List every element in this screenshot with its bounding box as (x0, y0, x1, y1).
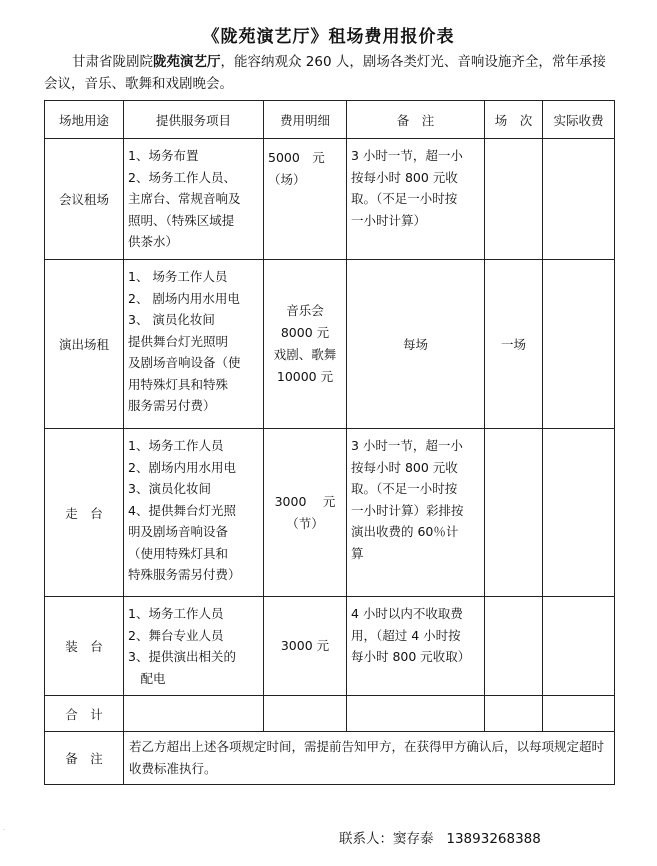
total-row (45, 696, 615, 732)
services-cell (124, 260, 264, 429)
page-mark: · (3, 827, 5, 834)
remark-cell (347, 597, 485, 696)
service-line: 特殊服务需另付费） (128, 567, 241, 582)
services-cell (124, 429, 264, 597)
actual-cell (543, 139, 615, 260)
intro-paragraph (44, 51, 614, 95)
fee-line: 10000 元 (276, 369, 334, 384)
fee-line: 音乐会 (286, 303, 324, 318)
service-line: 1、场务工作人员 (128, 606, 224, 621)
service-line: 服务需另付费） (128, 398, 216, 413)
service-line: 2、 剧场内用水用电 (128, 290, 240, 306)
sessions-cell: 一场 (485, 260, 543, 429)
actual-cell (543, 597, 615, 696)
service-line: 1、场务布置 (128, 148, 199, 163)
total-empty-cell (264, 696, 347, 732)
intro-text-1: 甘肃省陇剧院 (72, 54, 153, 70)
service-line: （使用特殊灯具和 (128, 545, 229, 561)
remark-cell: 每场 (347, 260, 485, 429)
sessions-cell (485, 597, 543, 696)
service-line: 3、演员化妆间 (128, 481, 211, 496)
table-header-row (45, 101, 615, 139)
service-line: 2、剧场内用水用电 (128, 459, 236, 475)
note-text: 若乙方超出上述各项规定时间，需提前告知甲方，在获得甲方确认后，以每项规定超时收费标准执行。 (124, 732, 615, 785)
fee-line: （场） (268, 172, 306, 187)
header-services: 提供服务项目 (124, 101, 264, 139)
remark-line: 取。（不足一小时按 (351, 191, 458, 206)
remark-line: 一小时计算） (351, 212, 427, 228)
remark-line: 算 (351, 545, 364, 561)
service-line: 3、提供演出相关的 (128, 649, 236, 664)
total-empty-cell (347, 696, 485, 732)
remark-cell (347, 139, 485, 260)
total-label: 合 计 (45, 696, 124, 732)
contact-person: 联系人：窦存泰 (339, 831, 434, 847)
remark-line: 3 小时一节，超一小 (351, 148, 463, 163)
service-line: 用特殊灯具和特殊 (128, 376, 229, 392)
sessions-cell (485, 139, 543, 260)
note-label: 备 注 (45, 732, 124, 785)
service-line: 配电 (128, 670, 166, 686)
remark-cell (347, 429, 485, 597)
document-title: 《陇苑演艺厅》租场费用报价表 (202, 27, 455, 47)
usage-cell: 走 台 (45, 429, 124, 597)
sessions-cell (485, 429, 543, 597)
service-line: 4、提供舞台灯光照 (128, 502, 236, 518)
total-empty-cell (485, 696, 543, 732)
table-row (45, 139, 615, 260)
service-line: 照明、（特殊区域提 (128, 212, 235, 228)
fee-table (44, 100, 615, 785)
contact-line (339, 827, 541, 847)
service-line: 2、场务工作人员、 (128, 169, 236, 185)
header-remark: 备 注 (347, 101, 485, 139)
actual-cell (543, 429, 615, 597)
remark-line: 演出收费的 60％计 (351, 524, 459, 539)
table-row (45, 429, 615, 597)
remark-line: 每小时 800 元收取） (351, 649, 471, 664)
usage-cell: 会议租场 (45, 139, 124, 260)
remark-line: 按每小时 800 元收 (351, 169, 458, 185)
remark-line: 一小时计算）彩排按 (351, 502, 464, 518)
contact-phone: 13893268388 (446, 831, 541, 847)
service-line: 2、舞台专业人员 (128, 627, 224, 643)
fee-cell (264, 597, 347, 696)
header-sessions: 场 次 (485, 101, 543, 139)
remark-line: 3 小时一节，超一小 (351, 438, 463, 453)
service-line: 及剧场音响设备（使 (128, 355, 241, 370)
fee-line: 8000 元 (280, 325, 330, 340)
table-row (45, 597, 615, 696)
fee-cell (264, 429, 347, 597)
fee-line: 3000 元 (280, 638, 330, 653)
actual-cell (543, 260, 615, 429)
usage-cell: 演出场租 (45, 260, 124, 429)
note-row (45, 732, 615, 785)
fee-cell (264, 139, 347, 260)
header-actual: 实际收费 (543, 101, 615, 139)
service-line: 主席台、常规音响及 (128, 191, 241, 206)
table-row (45, 260, 615, 429)
header-fee: 费用明细 (264, 101, 347, 139)
usage-cell: 装 台 (45, 597, 124, 696)
remark-line: 用，（超过 4 小时按 (351, 627, 461, 643)
services-cell (124, 597, 264, 696)
intro-text-2: ，能容纳观众 260 人，剧场各类灯光、音响设施齐全，常年承接会议，音乐、歌舞和戏剧晚会。 (44, 54, 606, 92)
service-line: 提供舞台灯光照明 (128, 333, 229, 349)
service-line: 1、 场务工作人员 (128, 269, 228, 284)
fee-line: 戏剧、歌舞 (273, 347, 337, 362)
fee-line: 3000 元 (274, 493, 336, 509)
fee-cell (264, 260, 347, 429)
service-line: 供茶水） (128, 234, 179, 249)
service-line: 1、场务工作人员 (128, 438, 224, 453)
remark-line: 按每小时 800 元收 (351, 459, 458, 475)
fee-line: （节） (286, 515, 324, 531)
service-line: 3、 演员化妆间 (128, 312, 215, 327)
remark-line: 4 小时以内不收取费 (351, 606, 463, 621)
total-empty-cell (543, 696, 615, 732)
fee-line: 5000 元 (268, 150, 325, 165)
header-usage: 场地用途 (45, 101, 124, 139)
intro-venue-name: 陇苑演艺厅 (153, 54, 221, 70)
total-empty-cell (124, 696, 264, 732)
service-line: 明及剧场音响设备 (128, 524, 229, 539)
services-cell (124, 139, 264, 260)
remark-line: 取。（不足一小时按 (351, 481, 458, 496)
